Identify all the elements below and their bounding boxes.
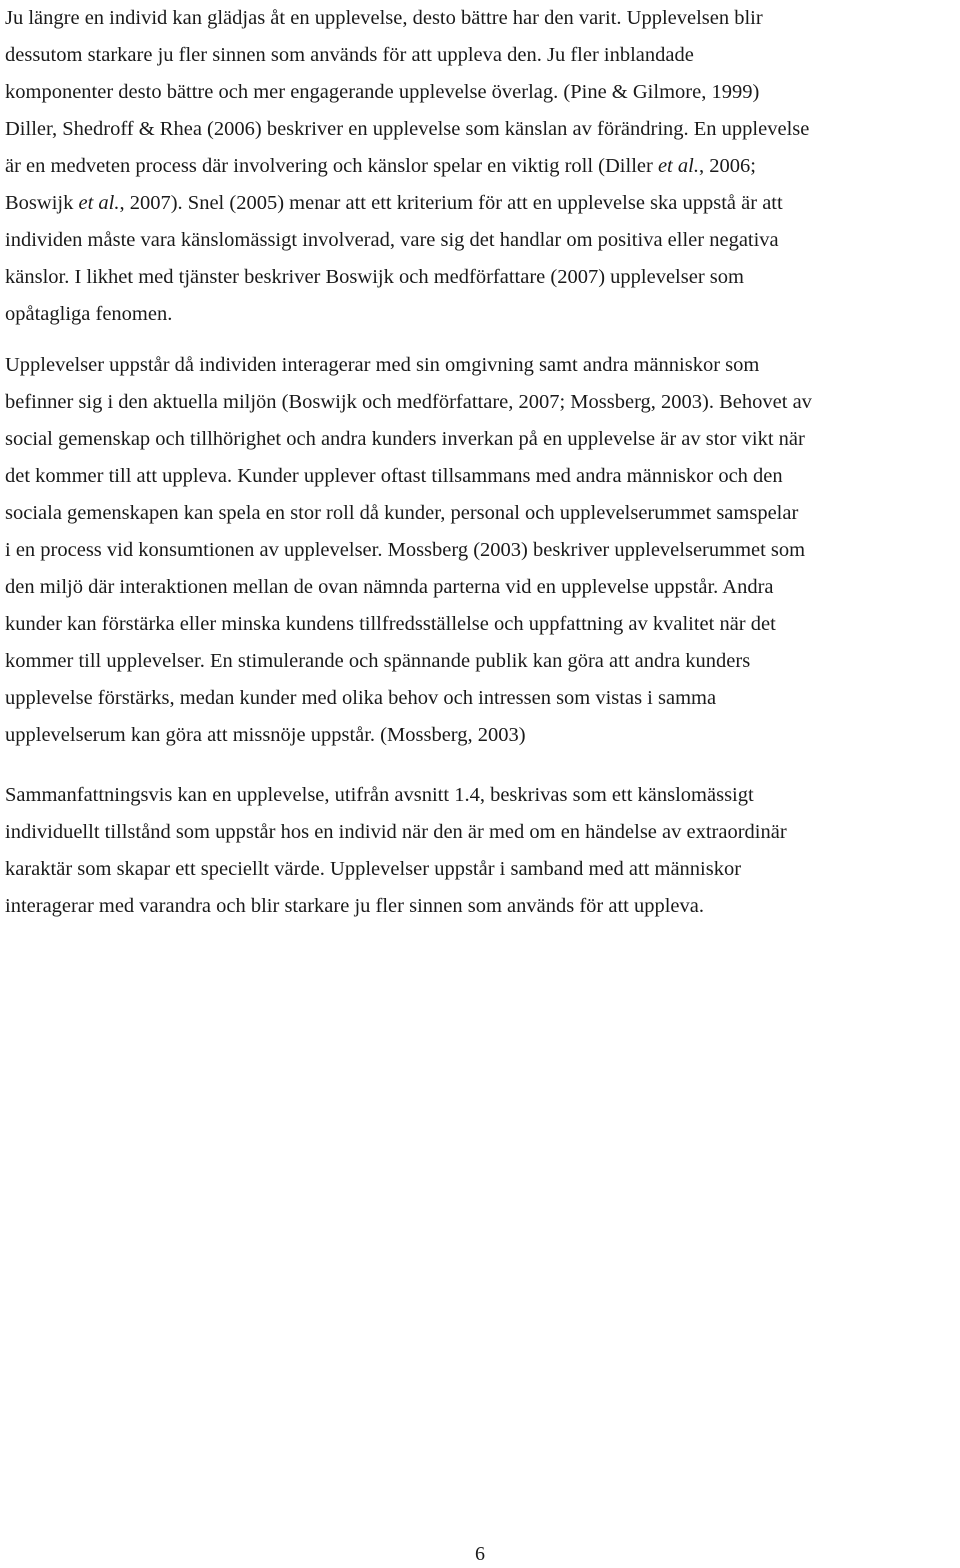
text-line: komponenter desto bättre och mer engagerande upplevelse överlag. (Pine & Gilmore, 1999): [5, 81, 760, 103]
text-line: individen måste vara känslomässigt involverad, vare sig det handlar om positiva eller negativa: [5, 229, 779, 251]
page-number: 6: [475, 1543, 485, 1565]
text-line: dessutom starkare ju fler sinnen som används för att uppleva den. Ju fler inblandade: [5, 44, 694, 66]
text-line: Upplevelser uppstår då individen interagerar med sin omgivning samt andra människor som: [5, 354, 760, 376]
text-line: upplevelserum kan göra att missnöje uppstår. (Mossberg, 2003): [5, 724, 526, 746]
text-line: upplevelse förstärks, medan kunder med olika behov och intressen som vistas i samma: [5, 687, 717, 709]
body-paragraph: [5, 777, 787, 925]
text-line: är en medveten process där involvering och känslor spelar en viktig roll (Diller et al., 2006;: [5, 155, 756, 177]
text-line: Diller, Shedroff & Rhea (2006) beskriver en upplevelse som känslan av förändring. En upplevelse: [5, 118, 810, 140]
text-line: individuellt tillstånd som uppstår hos en individ när den är med om en händelse av extraordinär: [5, 821, 787, 843]
italic-text: et al.: [657, 155, 699, 177]
text-line: Sammanfattningsvis kan en upplevelse, utifrån avsnitt 1.4, beskrivas som ett känslomässigt: [5, 784, 754, 806]
text-line: sociala gemenskapen kan spela en stor roll då kunder, personal och upplevelserummet samspelar: [5, 502, 799, 524]
text-line: Boswijk et al., 2007). Snel (2005) menar att ett kriterium för att en upplevelse ska uppstå är att: [5, 192, 783, 214]
text-line: kunder kan förstärka eller minska kundens tillfredsställelse och uppfattning av kvalitet när det: [5, 613, 776, 635]
text-line: interagerar med varandra och blir starkare ju fler sinnen som används för att uppleva.: [5, 895, 705, 917]
text-line: social gemenskap och tillhörighet och andra kunders inverkan på en upplevelse är av stor vikt när: [5, 428, 805, 450]
italic-text: et al.: [78, 192, 120, 214]
body-paragraph: [5, 0, 809, 333]
text-line: opåtagliga fenomen.: [5, 303, 173, 325]
text-line: karaktär som skapar ett speciellt värde. Upplevelser uppstår i samband med att människor: [5, 858, 742, 880]
body-paragraph: [5, 347, 812, 754]
text-line: i en process vid konsumtionen av upplevelser. Mossberg (2003) beskriver upplevelserummet som: [5, 539, 806, 561]
text-line: befinner sig i den aktuella miljön (Boswijk och medförfattare, 2007; Mossberg, 2003). Behovet av: [5, 391, 812, 413]
text-line: kommer till upplevelser. En stimulerande och spännande publik kan göra att andra kunders: [5, 650, 751, 672]
text-line: den miljö där interaktionen mellan de ovan nämnda parterna vid en upplevelse uppstår. Andra: [5, 576, 774, 598]
text-line: känslor. I likhet med tjänster beskriver Boswijk och medförfattare (2007) upplevelser som: [5, 266, 744, 288]
text-line: Ju längre en individ kan glädjas åt en upplevelse, desto bättre har den varit. Upplevelsen blir: [5, 7, 763, 29]
text-line: det kommer till att uppleva. Kunder upplever oftast tillsammans med andra människor och den: [5, 465, 783, 487]
